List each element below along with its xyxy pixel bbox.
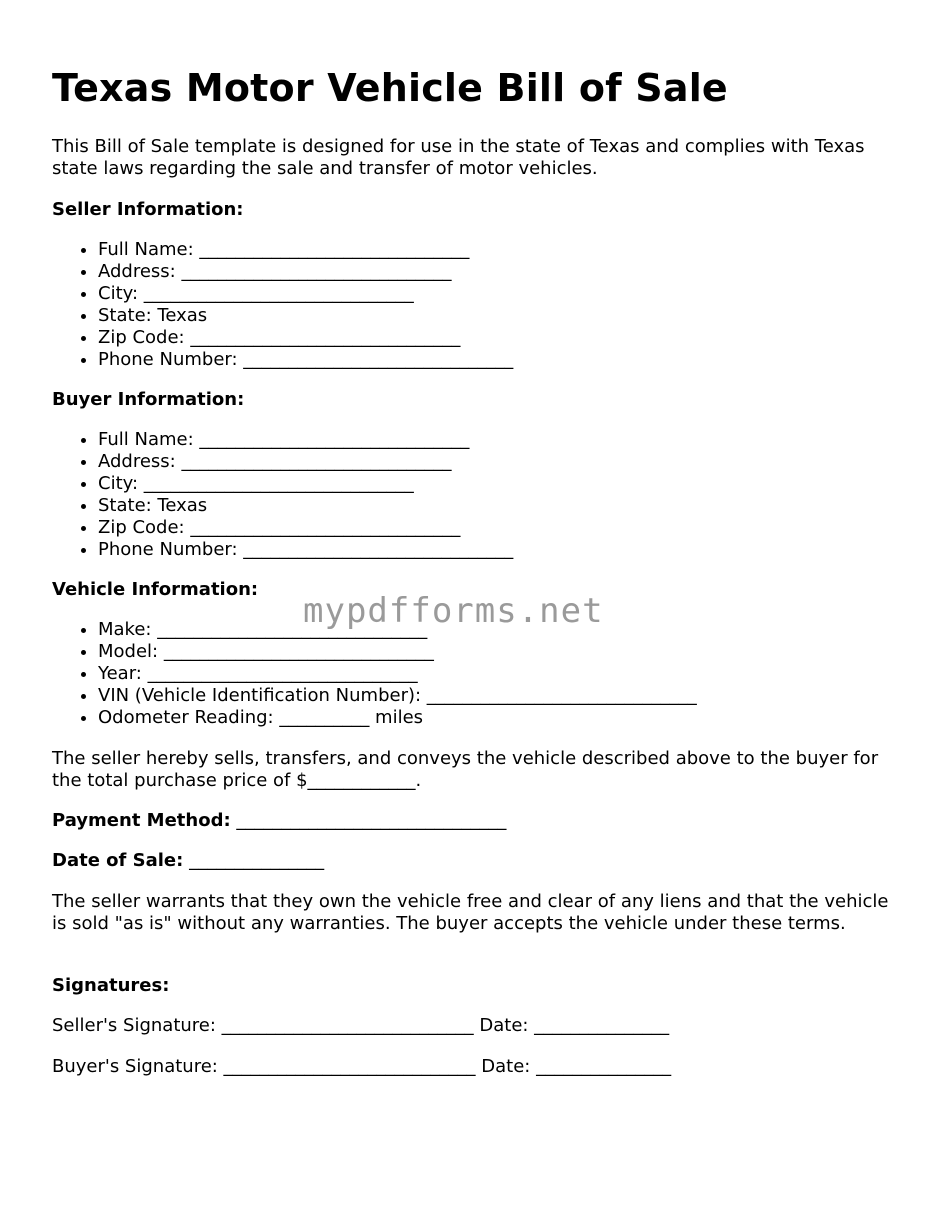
buyer-state-field: • State: Texas xyxy=(98,495,513,517)
seller-state-field: • State: Texas xyxy=(98,305,513,327)
payment-method-blank: ______________________________ xyxy=(236,810,507,831)
buyer-zip-field: • Zip Code: ______________________________ xyxy=(98,517,513,539)
seller-zip-field: • Zip Code: ______________________________ xyxy=(98,327,513,349)
buyer-full-name-field: • Full Name: ______________________________ xyxy=(98,429,513,451)
seller-phone-field: • Phone Number: ______________________________ xyxy=(98,349,513,371)
intro-paragraph: This Bill of Sale template is designed for use in the state of Texas and complies with Texas state laws regarding the sale and transfer of motor vehicles. xyxy=(52,136,865,179)
vehicle-vin-field: • VIN (Vehicle Identification Number): ______________________________ xyxy=(98,685,697,707)
warranty-paragraph: The seller warrants that they own the vehicle free and clear of any liens and that the vehicle is sold "as is" without any warranties. The buyer accepts the vehicle under these terms. xyxy=(52,891,889,934)
buyer-phone-field: • Phone Number: ______________________________ xyxy=(98,539,513,561)
seller-address-field: • Address: ______________________________ xyxy=(98,261,513,283)
buyer-fields-list xyxy=(52,429,513,561)
page-title: Texas Motor Vehicle Bill of Sale xyxy=(52,66,728,110)
vehicle-model-field: • Model: ______________________________ xyxy=(98,641,697,663)
seller-full-name-field: • Full Name: ______________________________ xyxy=(98,239,513,261)
payment-method-label: Payment Method: xyxy=(52,810,231,831)
vehicle-heading: Vehicle Information: xyxy=(52,579,259,600)
signatures-heading: Signatures: xyxy=(52,975,170,996)
vehicle-odometer-field: • Odometer Reading: __________ miles xyxy=(98,707,697,729)
buyer-heading: Buyer Information: xyxy=(52,389,245,410)
sale-statement: The seller hereby sells, transfers, and conveys the vehicle described above to the buyer for the total purchase price of $____________. xyxy=(52,748,879,791)
seller-fields-list xyxy=(52,239,513,371)
payment-method-line xyxy=(52,810,506,832)
vehicle-fields-list xyxy=(52,619,697,729)
date-of-sale-label: Date of Sale: xyxy=(52,850,184,871)
vehicle-year-field: • Year: ______________________________ xyxy=(98,663,697,685)
seller-city-field: • City: ______________________________ xyxy=(98,283,513,305)
buyer-city-field: • City: ______________________________ xyxy=(98,473,513,495)
seller-heading: Seller Information: xyxy=(52,199,244,220)
date-of-sale-blank: _______________ xyxy=(189,850,325,871)
watermark-text: mypdfforms.net xyxy=(303,591,604,631)
vehicle-make-field: • Make: ______________________________ xyxy=(98,619,697,641)
buyer-address-field: • Address: ______________________________ xyxy=(98,451,513,473)
date-of-sale-line xyxy=(52,850,324,872)
buyer-signature-line: Buyer's Signature: ____________________________ Date: _______________ xyxy=(52,1056,672,1077)
seller-signature-line: Seller's Signature: ____________________________ Date: _______________ xyxy=(52,1015,670,1036)
